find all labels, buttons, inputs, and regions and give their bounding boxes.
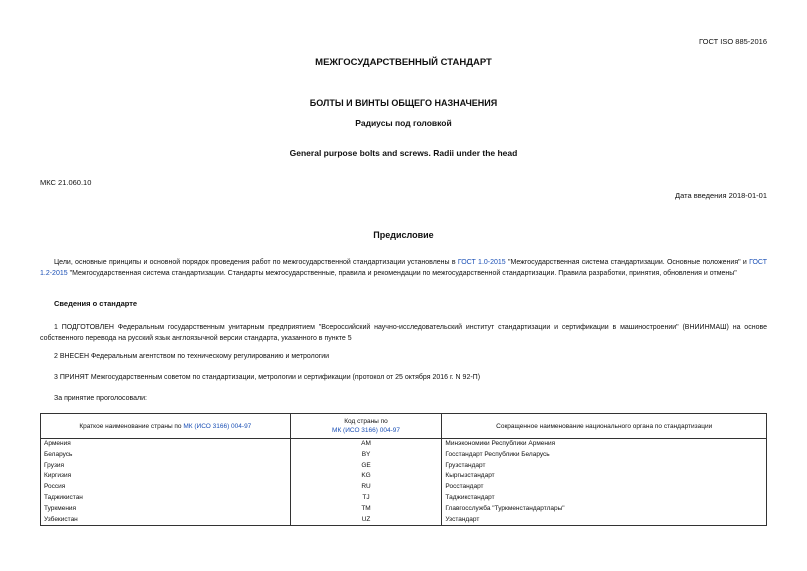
country-code-cell: UZ: [290, 515, 442, 526]
country-name-cell: Армения: [41, 439, 291, 450]
national-body-cell: Росстандарт: [442, 482, 767, 493]
voters-text: За принятие проголосовали:: [54, 395, 147, 402]
foreword-heading: Предисловие: [373, 230, 434, 240]
country-name-cell: Россия: [41, 482, 291, 493]
country-code-cell: TJ: [290, 493, 442, 504]
prepared-by-paragraph: [40, 322, 767, 344]
introduction-date: Дата введения 2018-01-01: [675, 191, 767, 200]
voters-paragraph: [40, 393, 767, 404]
table-row: [41, 439, 767, 450]
country-code-cell: RU: [290, 482, 442, 493]
prepared-by-text: 1 ПОДГОТОВЛЕН Федеральным государственным унитарным предприятием "Всероссийский научно-исследовательский институт стандартизации и сертификации в машиностроении" (ВНИИНМАШ) на основе собственного перевода на русский язык англоязычной версии стандарта, указанного в пункте 5: [40, 324, 767, 342]
country-name-cell: Таджикистан: [41, 493, 291, 504]
country-code-cell: KG: [290, 471, 442, 482]
country-name-cell: Узбекистан: [41, 515, 291, 526]
standard-info-heading: Сведения о стандарте: [54, 299, 138, 308]
english-title: General purpose bolts and screws. Radii under the head: [289, 148, 518, 158]
foreword-text-3: "Межгосударственная система стандартизации. Стандарты межгосударственные, правила и рекомендации по межгосударственной стандартизации. Правила разработки, принятия, обновления и отмены": [69, 270, 737, 277]
table-row: [41, 504, 767, 515]
country-name-cell: Беларусь: [41, 450, 291, 461]
table-row: [41, 461, 767, 472]
submitted-by-paragraph: [40, 351, 767, 362]
table-row: [41, 515, 767, 526]
national-body-header: Сокращенное наименование национального органа по стандартизации: [442, 414, 767, 439]
document-code: ГОСТ ISO 885-2016: [698, 37, 767, 46]
document-subtitle: Радиусы под головкой: [355, 118, 452, 128]
document-title: БОЛТЫ И ВИНТЫ ОБЩЕГО НАЗНАЧЕНИЯ: [309, 98, 498, 108]
national-body-cell: Кыргызстандарт: [442, 471, 767, 482]
national-body-cell: Грузстандарт: [442, 461, 767, 472]
standard-type-heading: МЕЖГОСУДАРСТВЕННЫЙ СТАНДАРТ: [315, 57, 492, 68]
gost-1-2-link[interactable]: ГОСТ 1.2-2015: [40, 259, 768, 277]
national-body-cell: Таджикстандарт: [442, 493, 767, 504]
mk-iso-3166-link[interactable]: МК (ИСО 3166) 004-97: [183, 422, 252, 430]
country-name-cell: Туркмения: [41, 504, 291, 515]
table-row: [41, 450, 767, 461]
adopted-by-text: 3 ПРИНЯТ Межгосударственным советом по стандартизации, метрологии и сертификации (протокол от 25 октября 2016 г. N 92-П): [54, 374, 481, 381]
foreword-paragraph: [40, 257, 767, 279]
country-code-cell: AM: [290, 439, 442, 450]
voting-countries-table: [40, 413, 767, 526]
country-name-header: [41, 414, 291, 439]
country-name-header-text: Краткое наименование страны по: [79, 422, 182, 430]
mk-iso-3166-link-2[interactable]: МК (ИСО 3166) 004-97: [332, 427, 400, 434]
national-body-cell: Главгосслужба "Туркменстандартлары": [442, 504, 767, 515]
submitted-by-text: 2 ВНЕСЕН Федеральным агентством по техническому регулированию и метрологии: [54, 353, 330, 360]
national-body-cell: Узстандарт: [442, 515, 767, 526]
country-name-cell: Киргизия: [41, 471, 291, 482]
foreword-text-1: Цели, основные принципы и основной порядок проведения работ по межгосударственной стандартизации установлены в: [54, 259, 456, 266]
country-code-cell: BY: [290, 450, 442, 461]
table-row: [41, 493, 767, 504]
gost-1-0-link[interactable]: ГОСТ 1.0-2015: [457, 259, 506, 266]
table-row: [41, 482, 767, 493]
table-row: [41, 471, 767, 482]
country-code-header: [290, 414, 442, 439]
foreword-text-2: "Межгосударственная система стандартизации. Основные положения" и: [507, 259, 747, 266]
national-body-cell: Минэкономики Республики Армения: [442, 439, 767, 450]
country-code-header-text: Код страны по: [344, 418, 388, 425]
country-code-cell: TM: [290, 504, 442, 515]
national-body-cell: Госстандарт Республики Беларусь: [442, 450, 767, 461]
country-code-cell: GE: [290, 461, 442, 472]
mks-code: МКС 21.060.10: [40, 178, 92, 187]
country-name-cell: Грузия: [41, 461, 291, 472]
adopted-by-paragraph: [40, 372, 767, 383]
